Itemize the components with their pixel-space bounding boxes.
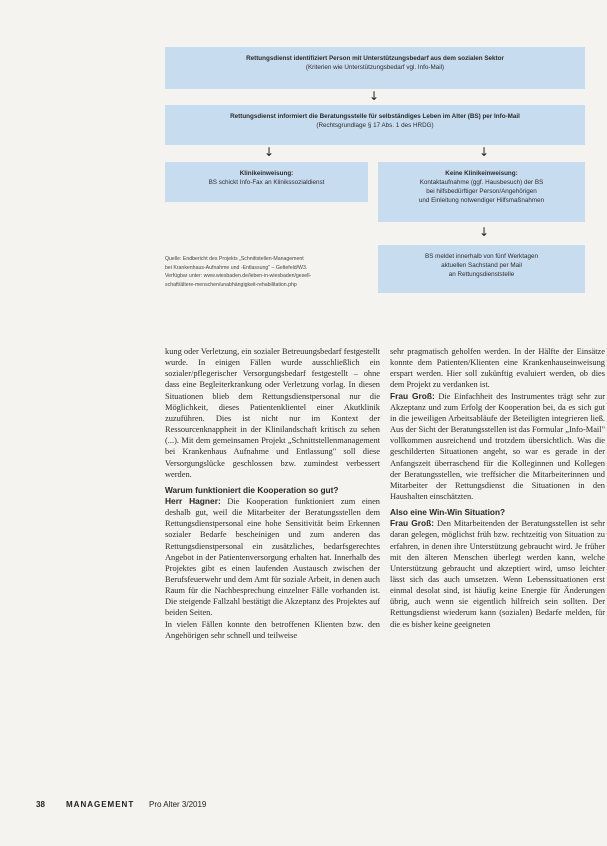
answer-text: Die Einfachheit des Instrumentes trägt sehr zur Akzeptanz und zum Erfolg der Kooperation bei, da es sich gut in die jeweiligen Arbeitsabläufe der Beteiligten integrieren ließ. Aus der Sicht der Beratungsstellen ist das Formular „Info-Mail" vollkommen ausreichend und trotzdem übersichtlich. Was die geschilderten Situationen angeht, so war es gerade in der Anfangszeit überraschend für die Kolleginnen und Kollegen der Beratungsstellen, wie treffsicher die Mitarbeiterinnen und Mitarbeiter der Rettungsdienst die Situationen in den Haushalten einschätzten.: [390, 391, 605, 502]
answer-text: Die Kooperation funktioniert zum einen deshalb gut, weil die Mitarbeiter der Beratungsstellen dem Rettungsdienstpersonal eine hohe Sensitivität beim Erkennen sozialer Bedarfe bescheinigen und zum anderen das Rettungsdienstpersonal ein zusätzliches, bedarfsgerechtes Angebot in der Patientenversorgung erhalten hat. Innerhalb des Projektes gibt es einen laufenden Austausch zwischen der Berufsfeuerwehr und dem Amt für soziale Arbeit, in denen auch Raum für die Nachbesprechung einzelner Fälle vorhanden ist. Die steigende Fallzahl bestätigt die Akzeptanz des Projektes auf beiden Seiten.: [165, 496, 380, 618]
flow-box-report-line3: an Rettungsdienststelle: [448, 271, 515, 278]
flow-box-report-line1: BS meldet innerhalb von fünf Werktagen: [425, 253, 538, 260]
figure-source: [165, 255, 365, 289]
arrow-down-icon: ↓: [264, 145, 275, 159]
arrow-down-icon: ↓: [479, 145, 490, 159]
left-column: [165, 346, 380, 641]
source-line2: bei Krankenhaus-Aufnahme und -Entlassung" – Geltefeld/W3.: [165, 264, 308, 271]
flow-box-identify-sub: (Kriterien wie Unterstützungsbedarf vgl. Info-Mail): [305, 64, 445, 71]
paragraph: sehr pragmatisch geholfen werden. In der Hälfte der Einsätze konnte dem Patienten/Klienten eine Krankenhauseinweisung erspart werden. Hier soll zukünftig evaluiert werden, ob dies dem Projekt zu verdanken ist.: [390, 347, 605, 390]
flow-box-report-line2: aktuellen Sachstand per Mail: [441, 262, 522, 269]
paragraph: In vielen Fällen konnte den betroffenen Klienten bzw. den Angehörigen sehr schnell und teilweise: [165, 619, 380, 640]
speaker: Frau Groß:: [390, 518, 435, 529]
arrow-down-icon: ↓: [369, 89, 380, 103]
right-column: [390, 346, 605, 630]
flow-box-identify-title: Rettungsdienst identifiziert Person mit Unterstützungsbedarf aus dem sozialen Sektor: [246, 55, 504, 62]
speaker: Frau Groß:: [390, 390, 435, 401]
paragraph: [390, 391, 605, 503]
flow-box-no-clinic-line1: Kontaktaufnahme (ggf. Hausbesuch) der BS: [419, 179, 544, 186]
speaker: Herr Hagner:: [165, 495, 221, 506]
flow-box-clinic: [165, 162, 368, 202]
answer-text: Den Mitarbeitenden der Beratungsstellen ist sehr daran gelegen, möglichst früh bzw. rechtzeitig von Situation zu erfahren, in denen ihre Unterstützung gebraucht wird. Je früher mit den älteren Menschen überlegt werden kann, welche Unterstützung gebraucht und akzeptiert wird, umso leichter lässt sich das auch umsetzen. Wenn Lebenssituationen erst einmal desolat sind, ist häufig keine Energie für Änderungen übrig, auch wenn sie eigentlich hilfreich sein sollten. Der Rettungsdienst wiederum kann (sozialen) Bedarfe melden, für die es bisher keine geeigneten: [390, 519, 605, 629]
source-line4: schaft/ältere-menschen/unabhängigkeit-rehabilitation.php: [165, 281, 297, 288]
paragraph: kung oder Verletzung, ein sozialer Betreuungsbedarf festgestellt wurde. In einigen Fällen wurde ausschließlich ein sozialer/pflegerischer Versorgungsbedarf festgestellt – ohne dass eine Begleiterkrankung oder Verletzung vorlag. In diesen Situationen blieb dem Rettungsdienstpersonal nur die Möglichkeit, dieses Patientenklientel einer Akutklinik zuzuführen. Dies ist nicht nur im Kontext der Ressourcenknappheit in der Klinilandschaft kritisch zu sehen (...). Mit dem gemeinsamen Projekt „Schnittstellenmanagement bei Krankenhaus Aufnahme und Entlassung" soll diese Versorgungslücke geschlossen bzw. zumindest verbessert werden.: [165, 347, 380, 479]
flow-box-clinic-sub: BS schickt Info-Fax an Klinikssozialdienst: [208, 179, 325, 186]
page-number: 38: [36, 800, 45, 809]
source-line3: Verfügbar unter: www.wiesbaden.de/leben-in-wiesbaden/gesell-: [165, 273, 312, 280]
page-footer: [36, 800, 207, 809]
flow-box-identify: [165, 47, 585, 89]
flow-box-inform-sub: (Rechtsgrundlage § 17 Abs. 1 des HRDG): [316, 122, 434, 129]
flow-box-inform: [165, 105, 585, 145]
flow-box-inform-title: Rettungsdienst informiert die Beratungsstelle für selbständiges Leben im Alter (BS) per Info-Mail: [230, 113, 520, 120]
magazine-issue: Pro Alter 3/2019: [149, 800, 207, 809]
flow-box-report: [378, 245, 585, 293]
flow-box-no-clinic-line3: und Einleitung notwendiger Hilfsmaßnahmen: [418, 197, 545, 204]
interview-question: Warum funktioniert die Kooperation so gut?: [165, 484, 339, 495]
flow-box-clinic-title: Klinikeinweisung:: [239, 170, 294, 177]
flow-box-no-clinic-title: Keine Klinikeinweisung:: [445, 170, 518, 177]
source-line1: Quelle: Endbericht des Projekts „Schnittstellen-Management: [165, 256, 304, 262]
flow-box-no-clinic-line2: bei hilfsbedürftiger Person/Angehörigen: [426, 188, 537, 195]
arrow-down-icon: ↓: [479, 225, 490, 239]
section-title: MANAGEMENT: [66, 800, 135, 809]
paragraph: [390, 518, 605, 630]
interview-question: Also eine Win-Win Situation?: [390, 507, 506, 518]
flow-box-no-clinic: [378, 162, 585, 222]
paragraph: [165, 496, 380, 619]
